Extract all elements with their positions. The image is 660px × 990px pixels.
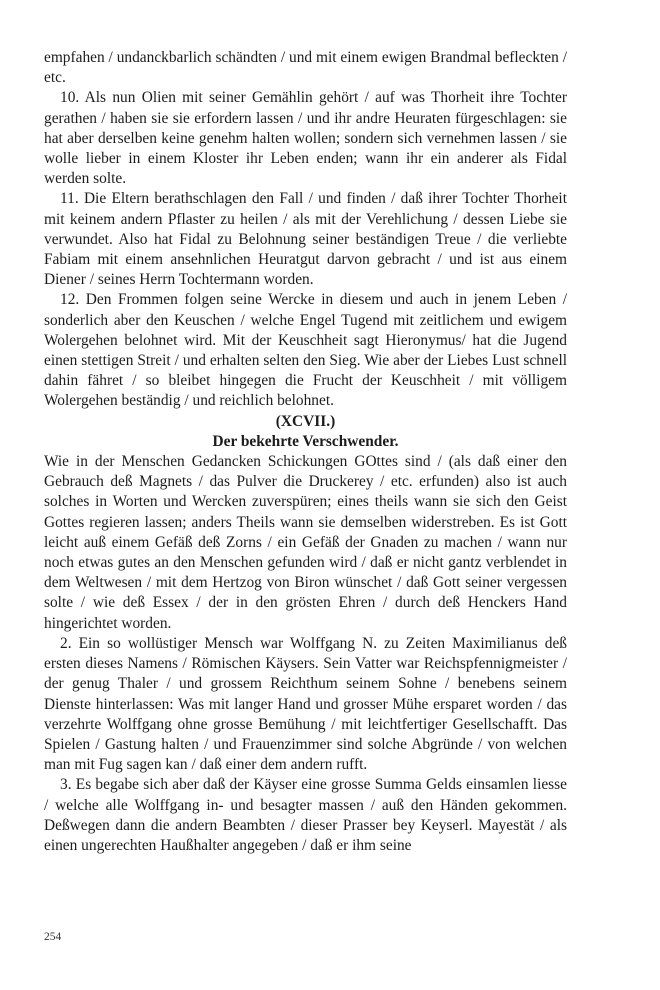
paragraph-intro: Wie in der Menschen Gedancken Schickungen GOttes sind / (als daß einer den Gebrauch deß Magnets / das Pulver die Druckerey / etc. erfunden) also ist auch solches in Worten und Wercken zuverspüren; eines theils wann sie sich den Geist Gottes regieren lassen; anders Theils wann sie demselben widerstreben. Es ist Gott leicht auß einem Gefäß deß Zorns / ein Gefäß der Gnaden zu machen / wann nur noch etwas gutes an den Menschen gefunden wird / daß er nicht gantz verblendet in dem Weltwesen / mit dem Hertzog von Biron wünschet / daß Gott seiner vergessen solte / wie deß Essex / der in den grösten Ehren / durch deß Henckers Hand hingerichtet worden. (44, 453, 567, 632)
page-body (44, 48, 567, 856)
paragraph-continuation: empfahen / undanckbarlich schändten / und mit einem ewigen Brandmal befleckten / etc. (44, 49, 567, 87)
paragraph-3: 3. Es begabe sich aber daß der Käyser eine grosse Summa Gelds einsamlen liesse / welche alle Wolffgang in- und besagter massen / auß den Händen gekommen. Deßwegen dann die andern Beambten / dieser Prasser bey Keyserl. Mayestät / als einen ungerechten Haußhalter angegeben / daß er ihm seine (44, 776, 567, 854)
page-number: 254 (44, 931, 62, 943)
paragraph-12: 12. Den Frommen folgen seine Wercke in diesem und auch in jenem Leben / sonderlich aber den Keuschen / welche Engel Tugend mit zeitlichem und ewigem Wolergehen belohnet wird. Mit der Keuschheit sagt Hieronymus/ hat die Jugend einen stettigen Streit / und erhalten selten den Sieg. Wie aber der Liebes Lust schnell dahin fähret / so bleibet hingegen die Frucht der Keuschheit / mit völligem Wolergehen beständig / und reichlich belohnet. (44, 291, 567, 410)
paragraph-2: 2. Ein so wollüstiger Mensch war Wolffgang N. zu Zeiten Maximilianus deß ersten dieses Namens / Römischen Käysers. Sein Vatter war Reichspfennigmeister / der genug Thaler / und grossem Reichthum seinem Sohne / benebens seinem Dienste hinterlassen: Was mit langer Hand und grosser Mühe ersparet worden / das verzehrte Wolffgang ohne grosse Bemühung / mit leichtfertiger Gesellschafft. Das Spielen / Gastung halten / und Frauenzimmer sind solche Abgründe / von welchen man mit Fug sagen kan / daß einer dem andern rufft. (44, 634, 567, 774)
section-title: Der bekehrte Verschwender. (212, 432, 399, 450)
section-number: (XCVII.) (275, 412, 336, 430)
paragraph-11: 11. Die Eltern berathschlagen den Fall / und finden / daß ihrer Tochter Thorheit mit keinem andern Pflaster zu heilen / als mit der Verehlichung / dessen Liebe sie verwundet. Also hat Fidal zu Belohnung seiner beständigen Treue / die verliebte Fabiam mit einem ansehnlichen Heuratgut darvon gebracht / und ist aus einem Diener / seines Herrn Tochtermann worden. (44, 190, 567, 289)
paragraph-10: 10. Als nun Olien mit seiner Gemählin gehört / auf was Thorheit ihre Tochter gerathen / haben sie sie erfordern lassen / und ihr andre Heuraten fürgeschlagen: sie hat aber derselben keine genehm halten wollen; sondern sich vernehmen lassen / sie wolle lieber in einem Kloster ihr Leben enden; wann ihr ein anderer als Fidal werden solte. (44, 89, 567, 188)
